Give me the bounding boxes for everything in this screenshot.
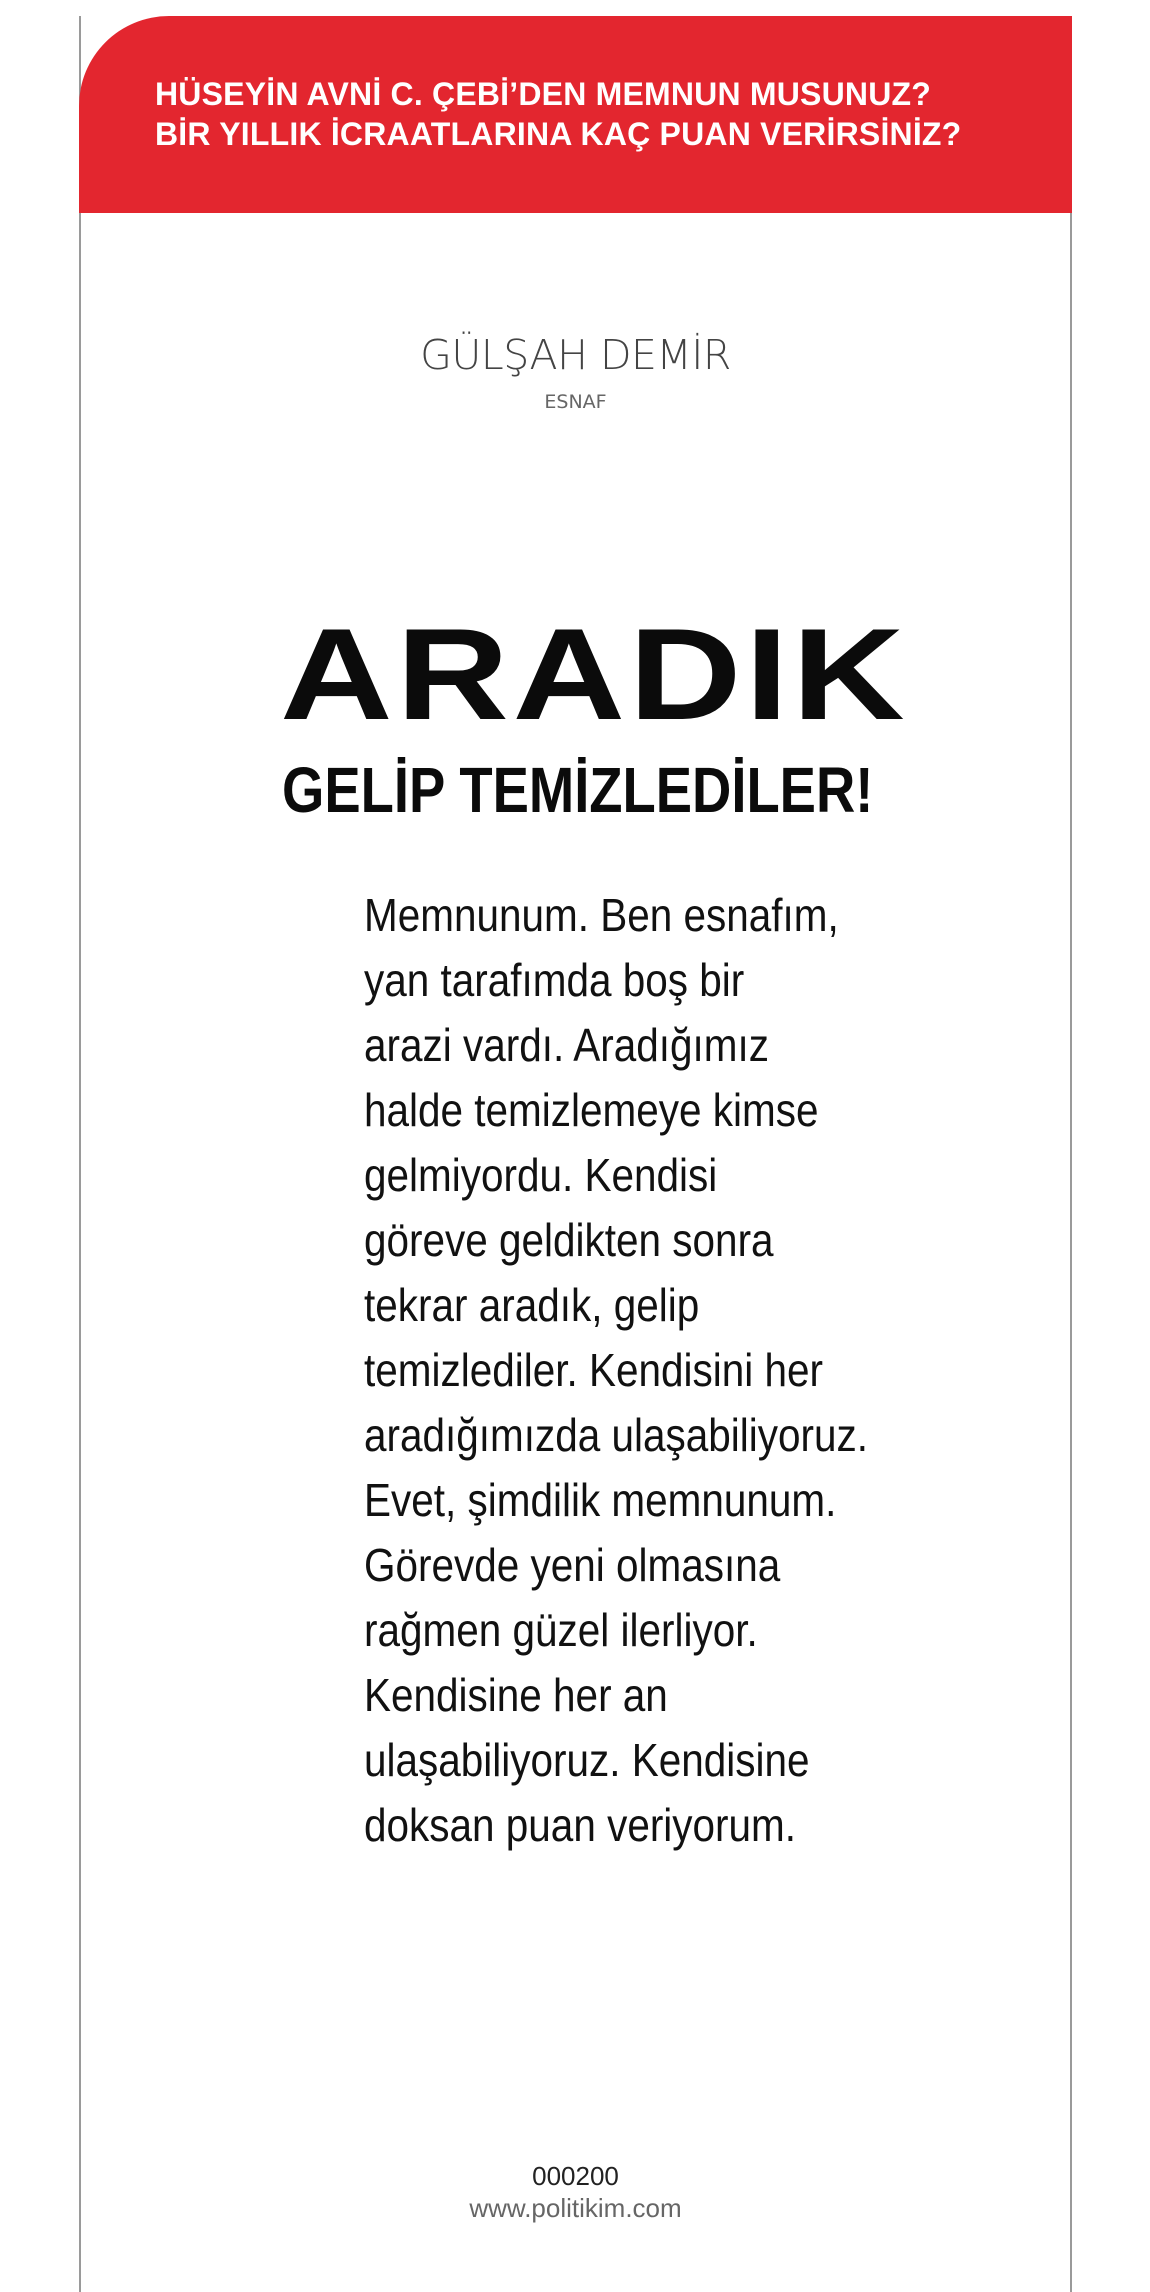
quote-line: rağmen güzel ilerliyor. [364, 1604, 758, 1656]
header-question-line-2: BİR YILLIK İCRAATLARINA KAÇ PUAN VERİRSİNİZ? [155, 116, 962, 152]
quote-line: göreve geldikten sonra [364, 1214, 774, 1266]
footer-url-link[interactable]: www.politikim.com [469, 2193, 682, 2223]
quote-line: doksan puan veriyorum. [364, 1799, 797, 1851]
quote-line: halde temizlemeye kimse [364, 1084, 819, 1136]
header-question-line-1: HÜSEYİN AVNİ C. ÇEBİ’DEN MEMNUN MUSUNUZ? [155, 76, 932, 112]
quote-line: arazi vardı. Aradığımız [364, 1019, 769, 1071]
person-name: GÜLŞAH DEMİR [420, 331, 731, 379]
person-role: ESNAF [544, 391, 607, 413]
header-banner [79, 16, 1072, 213]
quote-body [364, 883, 869, 1858]
quote-line: Evet, şimdilik memnunum. [364, 1474, 837, 1526]
quote-line: Görevde yeni olmasına [364, 1539, 781, 1591]
quote-line: Kendisine her an [364, 1669, 668, 1721]
quote-line: temizlediler. Kendisini her [364, 1344, 824, 1396]
footer-code: 000200 [532, 2161, 619, 2191]
quote-line: yan tarafımda boş bir [364, 954, 745, 1006]
quote-line: Memnunum. Ben esnafım, [364, 889, 839, 941]
quote-line: tekrar aradık, gelip [364, 1279, 700, 1331]
quote-line: ulaşabiliyoruz. Kendisine [364, 1734, 810, 1786]
quote-line: gelmiyordu. Kendisi [364, 1149, 718, 1201]
quote-line: aradığımızda ulaşabiliyoruz. [364, 1409, 869, 1461]
headline: ARADIK [280, 601, 909, 747]
subheadline: GELİP TEMİZLEDİLER! [282, 754, 874, 826]
